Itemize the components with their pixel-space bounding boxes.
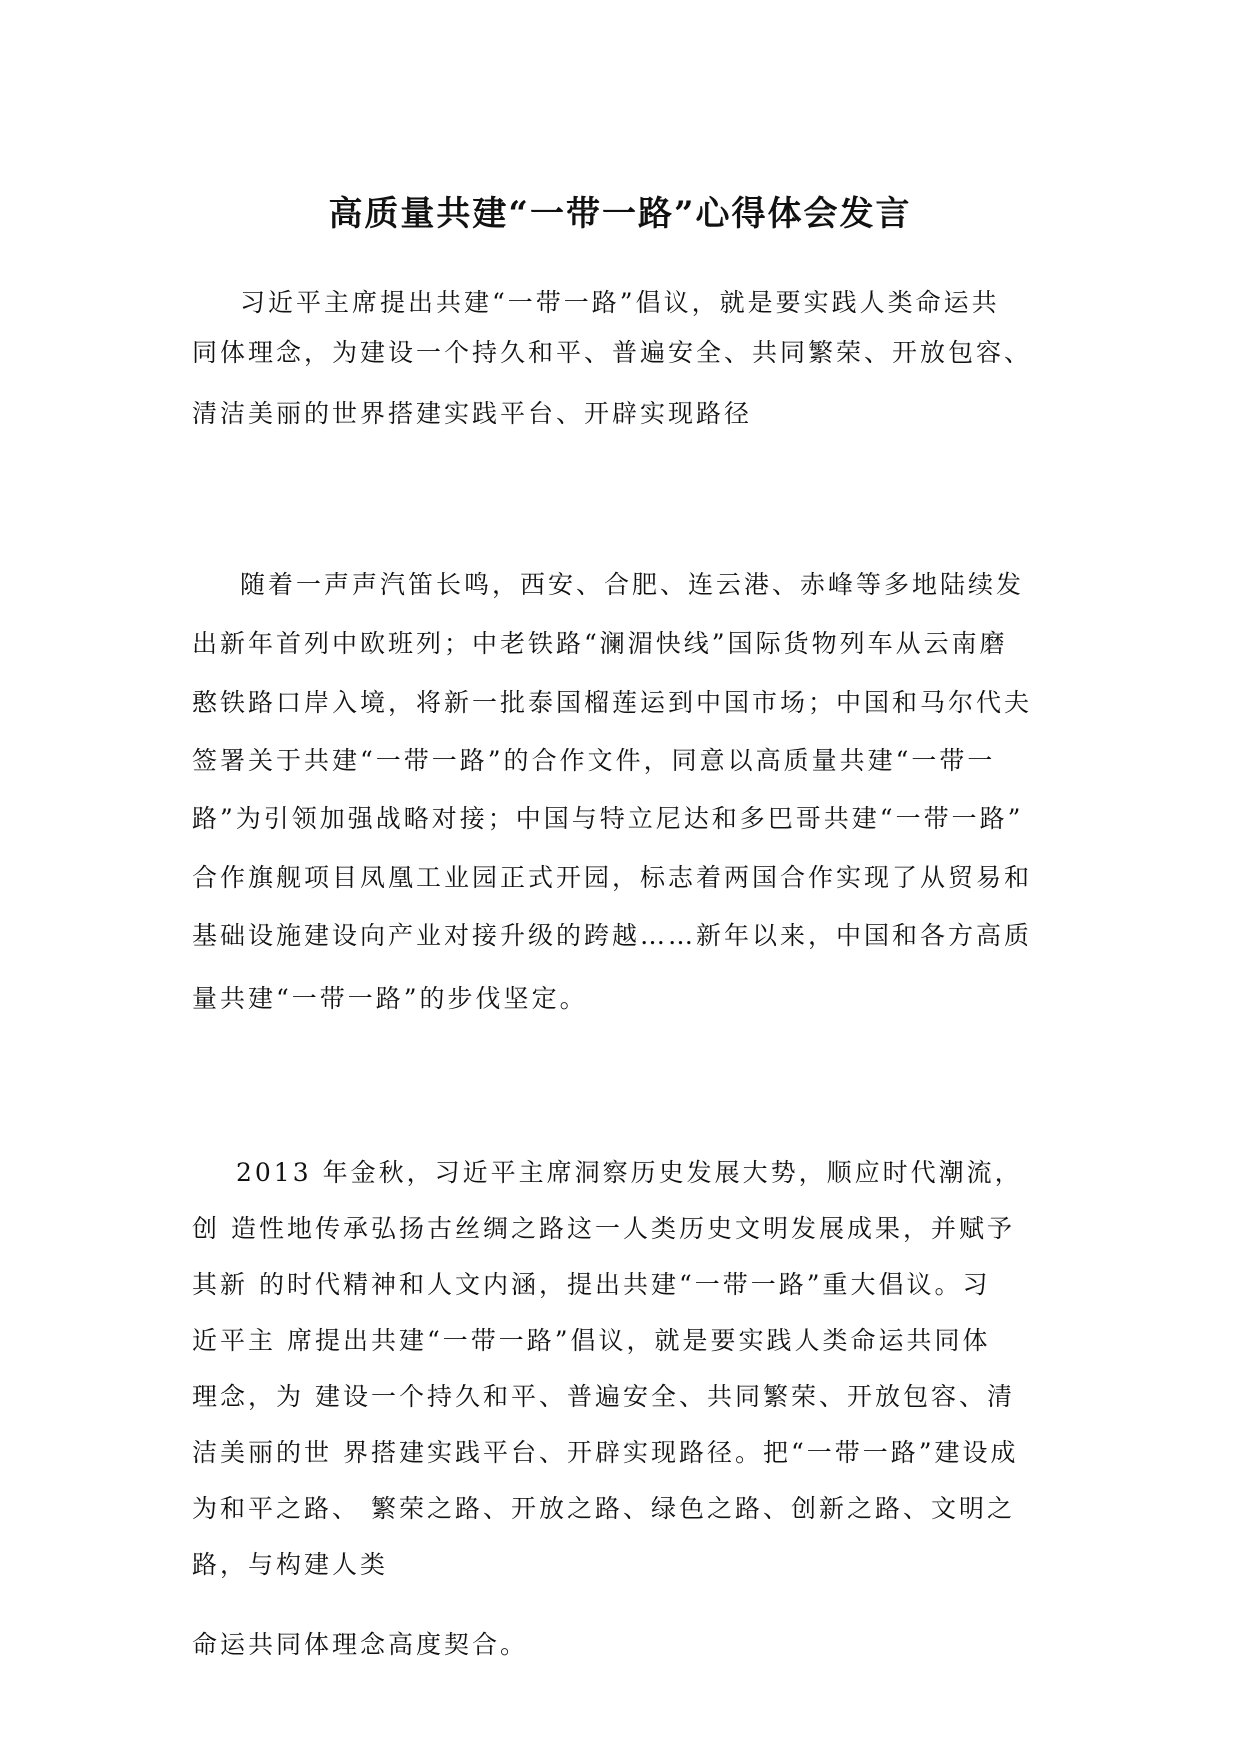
paragraph-line: 路”为引领加强战略对接；中国与特立尼达和多巴哥共建“一带一路” (192, 804, 1024, 833)
paragraph-line: 签署关于共建“一带一路”的合作文件，同意以高质量共建“一带一 (192, 746, 996, 775)
paragraph-line: 为和平之路、 繁荣之路、开放之路、绿色之路、创新之路、文明之 (192, 1494, 1015, 1523)
paragraph-line: 创 造性地传承弘扬古丝绸之路这一人类历史文明发展成果，并赋予 (192, 1214, 1015, 1243)
paragraph-line: 量共建“一带一路”的步伐坚定。 (192, 984, 588, 1013)
paragraph-line: 洁美丽的世 界搭建实践平台、开辟实现路径。把“一带一路”建设成 (192, 1438, 1019, 1467)
paragraph-line: 合作旗舰项目凤凰工业园正式开园，标志着两国合作实现了从贸易和 (192, 863, 1033, 892)
paragraph-line: 清洁美丽的世界搭建实践平台、开辟实现路径 (192, 399, 753, 428)
paragraph-line: 命运共同体理念高度契合。 (192, 1630, 529, 1659)
document-title: 高质量共建“一带一路”心得体会发言 (328, 194, 912, 234)
paragraph-line: 习近平主席提出共建“一带一路”倡议，就是要实践人类命运共 (240, 288, 1000, 317)
paragraph-line: 同体理念，为建设一个持久和平、普遍安全、共同繁荣、开放包容、 (192, 338, 1033, 367)
paragraph-line: 理念，为 建设一个持久和平、普遍安全、共同繁荣、开放包容、清 (192, 1382, 1015, 1411)
paragraph-line: 出新年首列中欧班列；中老铁路“澜湄快线”国际货物列车从云南磨 (192, 629, 1008, 658)
paragraph-line: 基础设施建设向产业对接升级的跨越……新年以来，中国和各方高质 (192, 921, 1033, 950)
paragraph-line: 随着一声声汽笛长鸣，西安、合肥、连云港、赤峰等多地陆续发 (240, 570, 1025, 599)
paragraph-line: 路，与构建人类 (192, 1550, 389, 1579)
paragraph-line: 其新 的时代精神和人文内涵，提出共建“一带一路”重大倡议。习 (192, 1270, 991, 1299)
paragraph-line: 近平主 席提出共建“一带一路”倡议，就是要实践人类命运共同体 (192, 1326, 991, 1355)
paragraph-line: 憨铁路口岸入境，将新一批泰国榴莲运到中国市场；中国和马尔代夫 (192, 688, 1033, 717)
paragraph-line: 2013 年金秋，习近平主席洞察历史发展大势，顺应时代潮流， (236, 1158, 1023, 1187)
